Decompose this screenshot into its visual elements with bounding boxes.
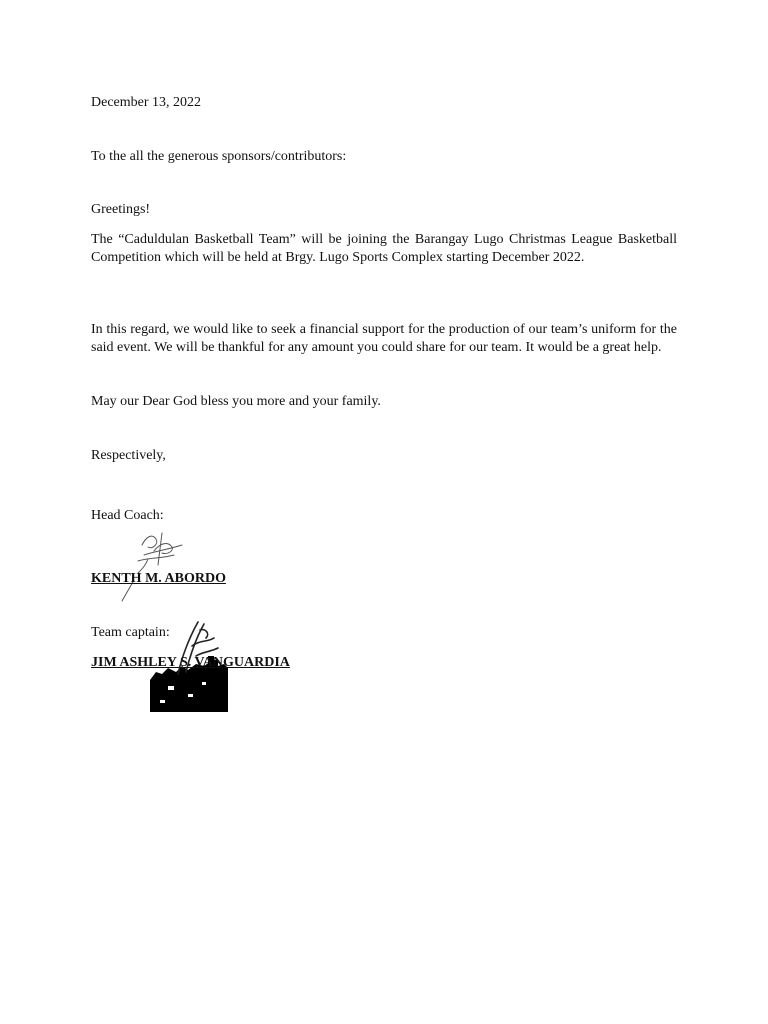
letter-date: December 13, 2022: [91, 95, 202, 110]
coach-name: KENTH M. ABORDO: [91, 571, 226, 586]
letter-paragraph-2: In this regard, we would like to seek a financial support for the production of our team’s uniform for the said event. We will be thankful for any amount you could share for our team. It would be a great help.: [91, 322, 677, 355]
letter-paragraph-1: The “Caduldulan Basketball Team” will be joining the Barangay Lugo Christmas League Basketball Competition which will be held at Brgy. Lugo Sports Complex starting December 2022.: [91, 232, 677, 265]
coach-signature-image: [112, 525, 192, 605]
coach-label: Head Coach:: [91, 508, 164, 523]
letter-closing: Respectively,: [91, 448, 166, 463]
letter-salutation: To the all the generous sponsors/contributors:: [91, 149, 347, 164]
letter-blessing: May our Dear God bless you more and your family.: [91, 394, 381, 409]
captain-label: Team captain:: [91, 625, 170, 640]
captain-name: JIM ASHLEY S. VANGUARDIA: [91, 655, 290, 670]
letter-greeting: Greetings!: [91, 202, 151, 217]
